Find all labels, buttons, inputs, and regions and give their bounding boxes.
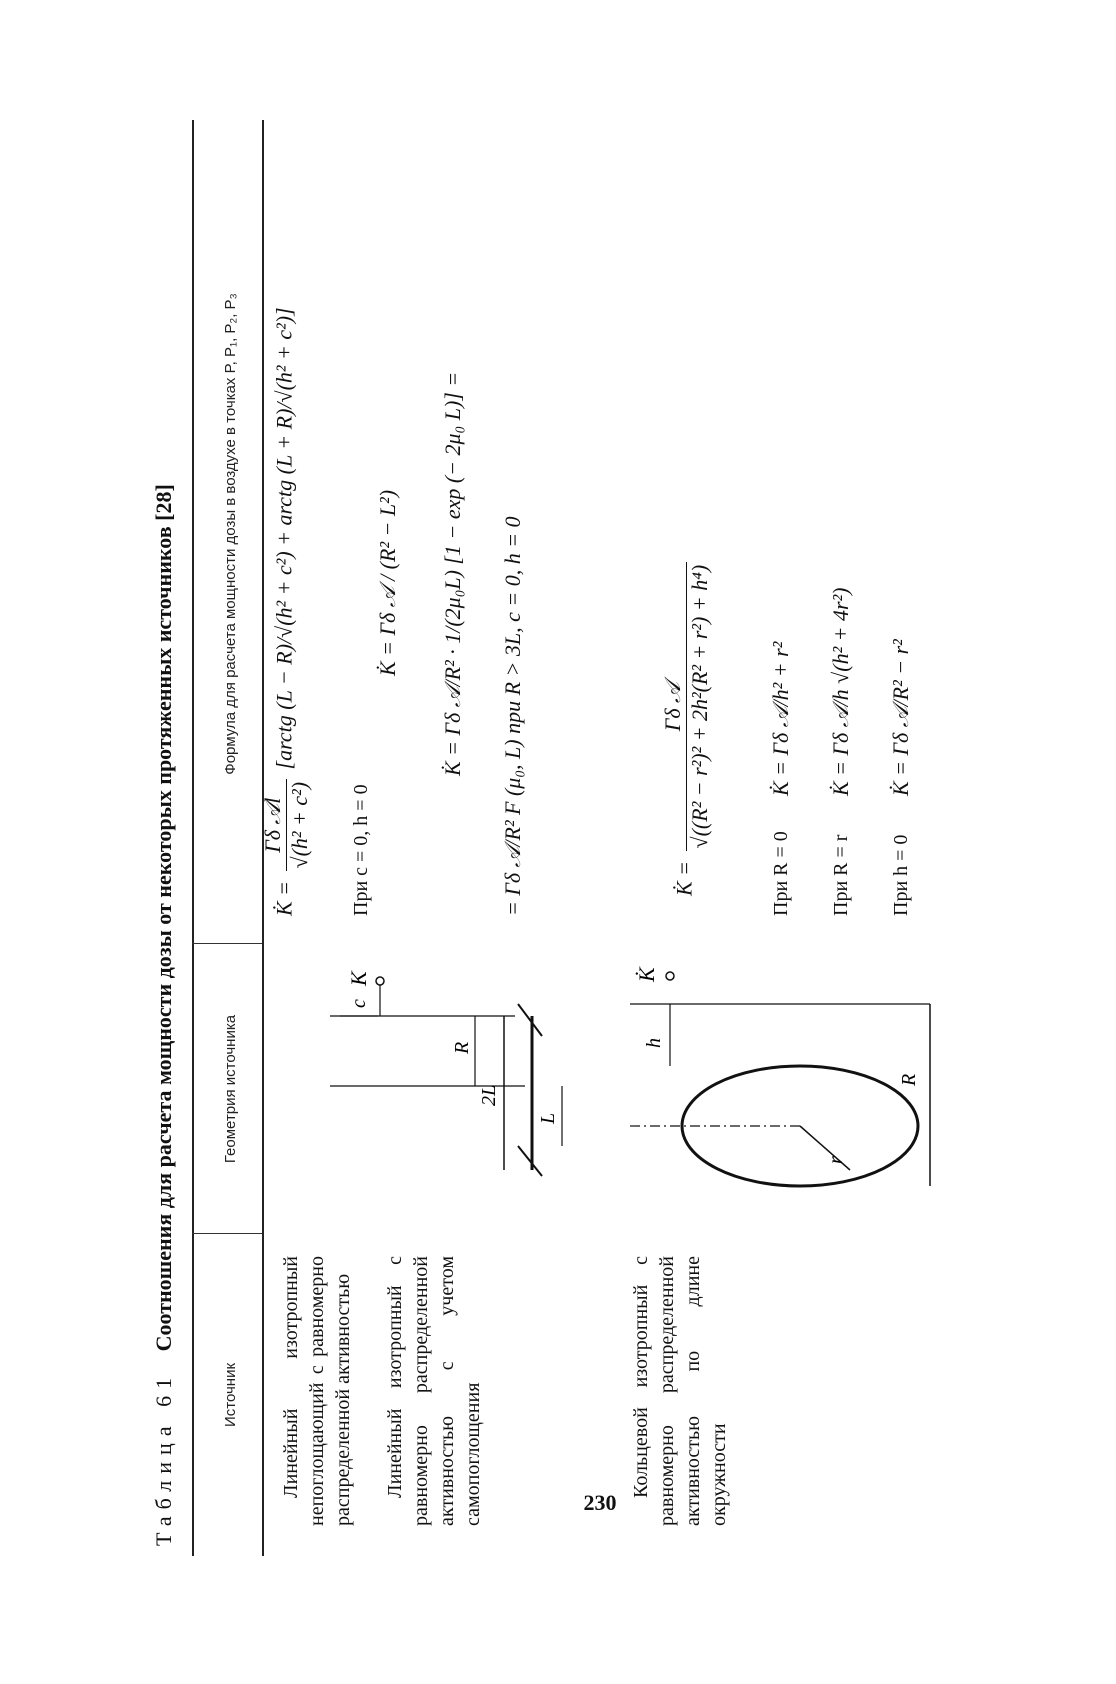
source-end-line <box>518 1004 542 1036</box>
table-caption <box>140 106 188 1546</box>
formula-bracket: [arctg (L − R)/√(h² + c²) + arctg (L + R)/√(h² + c²)] <box>271 307 297 770</box>
formula-denominator: √((R² − r²)² + 2h²(R² + r²) + h⁴) <box>687 564 712 849</box>
label-k-dot: K̇ <box>634 967 659 982</box>
source-linear-self-absorption: Линейный изотропный с равномерно распределенной активностью с учетом самопоглощения <box>384 1256 484 1526</box>
header-source: Источник <box>221 1362 239 1428</box>
case-cond: При R = r <box>830 834 852 916</box>
label-l: L <box>537 1112 559 1124</box>
label-k: K <box>346 971 371 986</box>
formula-numerator: Γδ 𝒜 <box>660 562 687 852</box>
label-r-small: r <box>825 1156 847 1164</box>
label-r: R <box>451 1041 473 1054</box>
header-geometry: Геометрия источника <box>221 1014 239 1164</box>
table-title: Соотношения для расчета мощности дозы от некоторых протяженных источников [28] <box>151 484 176 1352</box>
case-formula: K̇ = Γδ 𝒜/h √(h² + 4r²) <box>828 587 853 796</box>
label-c: c <box>348 999 370 1008</box>
formula-self-absorption-limit: = Γδ 𝒜/R² F (μ₀, L) при R > 3L, c = 0, h = 0 <box>500 516 525 916</box>
point-k-marker <box>376 977 384 985</box>
case-formula: K̇ = Γδ 𝒜/R² − r² <box>888 639 913 796</box>
case-cond: При h = 0 <box>890 834 912 916</box>
formula-denominator: √(h² + c²) <box>287 781 312 869</box>
case-cond: При R = 0 <box>770 831 792 916</box>
case-formula: K̇ = Γδ 𝒜/h² + r² <box>768 641 793 796</box>
formula-lhs: K̇ = <box>271 880 297 916</box>
label-h: h <box>643 1038 665 1048</box>
rotated-table <box>140 100 1020 1556</box>
ring-source-diagram <box>610 946 950 1226</box>
formula-fraction <box>260 779 313 872</box>
page-number: 230 <box>583 1490 617 1515</box>
point-k-marker <box>666 972 674 980</box>
top-rule <box>192 120 194 1556</box>
table-number: Таблица 61 <box>151 1370 176 1546</box>
source-ring: Кольцевой изотропный с равномерно распределенной активностью по длине окружности <box>630 1256 730 1526</box>
formula-linear-main <box>260 307 313 916</box>
source-linear: Линейный изотропный непоглощающий с равномерно распределенной активностью <box>280 1256 354 1526</box>
label-2l: 2L <box>478 1084 500 1106</box>
formula-linear-condition: K̇ = Γδ 𝒜 / (R² − L²) <box>375 489 400 676</box>
formula-numerator: Γδ 𝒜l <box>260 779 287 872</box>
label-r-big: R <box>898 1073 920 1086</box>
header-formula: Формула для расчета мощности дозы в воздухе в точках P, P₁, P₂, P₃ <box>221 293 239 775</box>
linear-source-diagram <box>270 946 570 1226</box>
formula-ring-main <box>660 558 713 896</box>
formula-lhs: K̇ = <box>671 860 697 896</box>
source-end-line <box>518 1146 542 1176</box>
formula-self-absorption: K̇ = Γδ 𝒜/R² · 1/(2μ₀L) [1 − exp (− 2μ₀ L)] = <box>440 371 465 776</box>
condition-c0-h0: При c = 0, h = 0 <box>350 784 372 916</box>
formula-fraction <box>660 562 713 852</box>
